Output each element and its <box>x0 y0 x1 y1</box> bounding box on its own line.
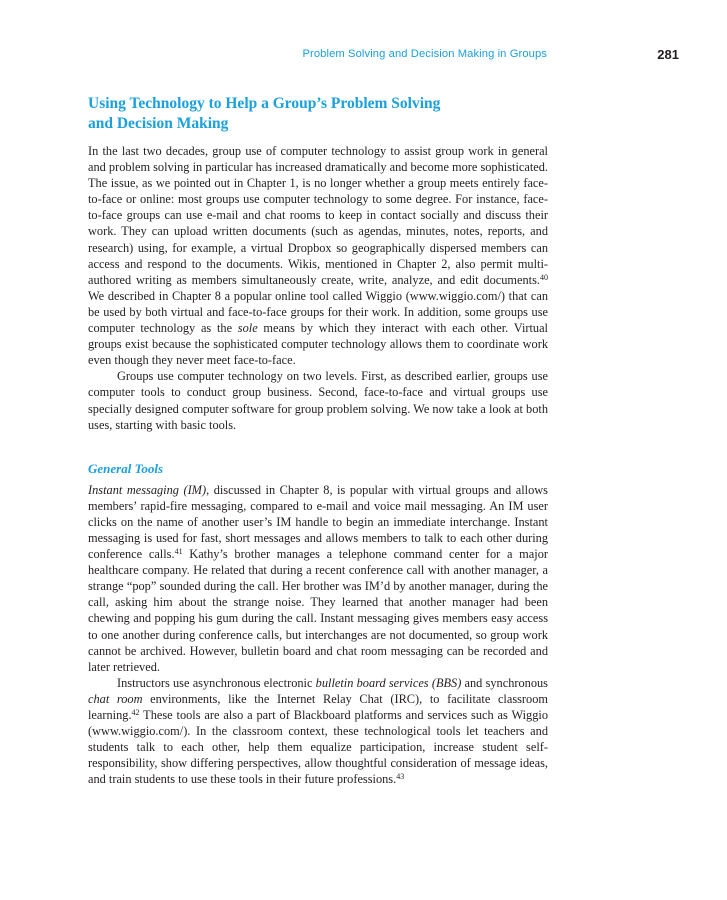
footnote-ref-43: 43 <box>396 772 405 782</box>
page-number: 281 <box>657 47 679 62</box>
section-paragraph-2: Groups use computer technology on two levels. First, as described earlier, groups use computer tools to conduct group business. Second, face-to-face and virtual groups use specially designed computer software for group problem solving. We now take a look at both uses, starting with basic tools. <box>88 369 548 432</box>
section-title <box>88 94 548 134</box>
running-head: Problem Solving and Decision Making in Groups <box>302 48 547 60</box>
footnote-ref-42: 42 <box>131 708 140 717</box>
subsection-paragraph-1: Instant messaging (IM), discussed in Chapter 8, is popular with virtual groups and allows members’ rapid-fire messaging, compared to e-mail and voice mail messaging. An IM user clicks on the name of another user’s IM handle to begin an immediate interchange. Instant messaging is used for fast, short messages and allows members to talk to each other during conference calls.$^{41}$ Kathy’s brother manages a telephone command center for a major healthcare company. He related that during a recent conference call with another manager, a strange “pop” sounded during the call. Her brother was IM’d by another manager, during the call, asking him about the strange noise. They learned that another manager had been chewing and popping his gum during the call. Instant messaging gives members easy access to one another during conference calls, but interchanges are not documented, so group work cannot be archived. However, bulletin board and chat room messaging can be recorded and later retrieved. <box>88 482 548 674</box>
page-body <box>88 94 548 787</box>
subsection-title: General Tools <box>88 460 163 476</box>
term-instant-messaging: Instant messaging (IM) <box>88 482 207 497</box>
footnote-ref-40: 40 <box>540 272 548 282</box>
section-title-line1: Using Technology to Help a Group’s Problem Solving <box>88 95 441 112</box>
section-title-line2: and Decision Making <box>88 115 229 132</box>
term-bbs: bulletin board services (BBS) <box>315 675 462 690</box>
term-chat-room: chat room <box>88 691 143 706</box>
page-header <box>0 48 727 66</box>
subsection-paragraph-2: Instructors use asynchronous electronic bulletin board services (BBS) and synchronous chat room environments, like the Internet Relay Chat (IRC), to facilitate classroom learning.$^{42}$ These tools are also a part of Blackboard platforms and services such as Wiggio (www.wiggio.com/). In the classroom context, these technological tools let teachers and students talk to each other, help them equalize participation, increase student self-responsibility, show differing perspectives, allow thoughtful consideration of message ideas, and train students to use these tools in their future professions.$^{43}$ <box>88 675 548 787</box>
section-paragraph-1: In the last two decades, group use of computer technology to assist group work in general and problem solving in particular has increased dramatically and become more sophisticated. The issue, as we pointed out in Chapter 1, is no longer whether a group meets entirely face-to-face or online: most groups use computer technology to some degree. For instance, face-to-face groups can use e-mail and chat rooms to keep in contact socially and discuss their work. They can upload written documents (such as agendas, minutes, notes, reports, and research) using, for example, a virtual Dropbox so geographically dispersed members can access and respond to the documents. Wikis, mentioned in Chapter 2, also permit multi-authored writing as members simultaneously create, write, analyze, and edit documents.$^{40}$ We described in Chapter 8 a popular online tool called Wiggio (www.wiggio.com/) that can be used by both virtual and face-to-face groups for their work. In addition, some groups use computer technology as the sole means by which they interact with each other. Virtual groups exist because the sophisticated computer technology allows them to coordinate work even though they never meet face-to-face. <box>88 144 548 368</box>
footnote-ref-41: 41 <box>174 547 183 557</box>
emphasis-sole: sole <box>237 321 258 336</box>
